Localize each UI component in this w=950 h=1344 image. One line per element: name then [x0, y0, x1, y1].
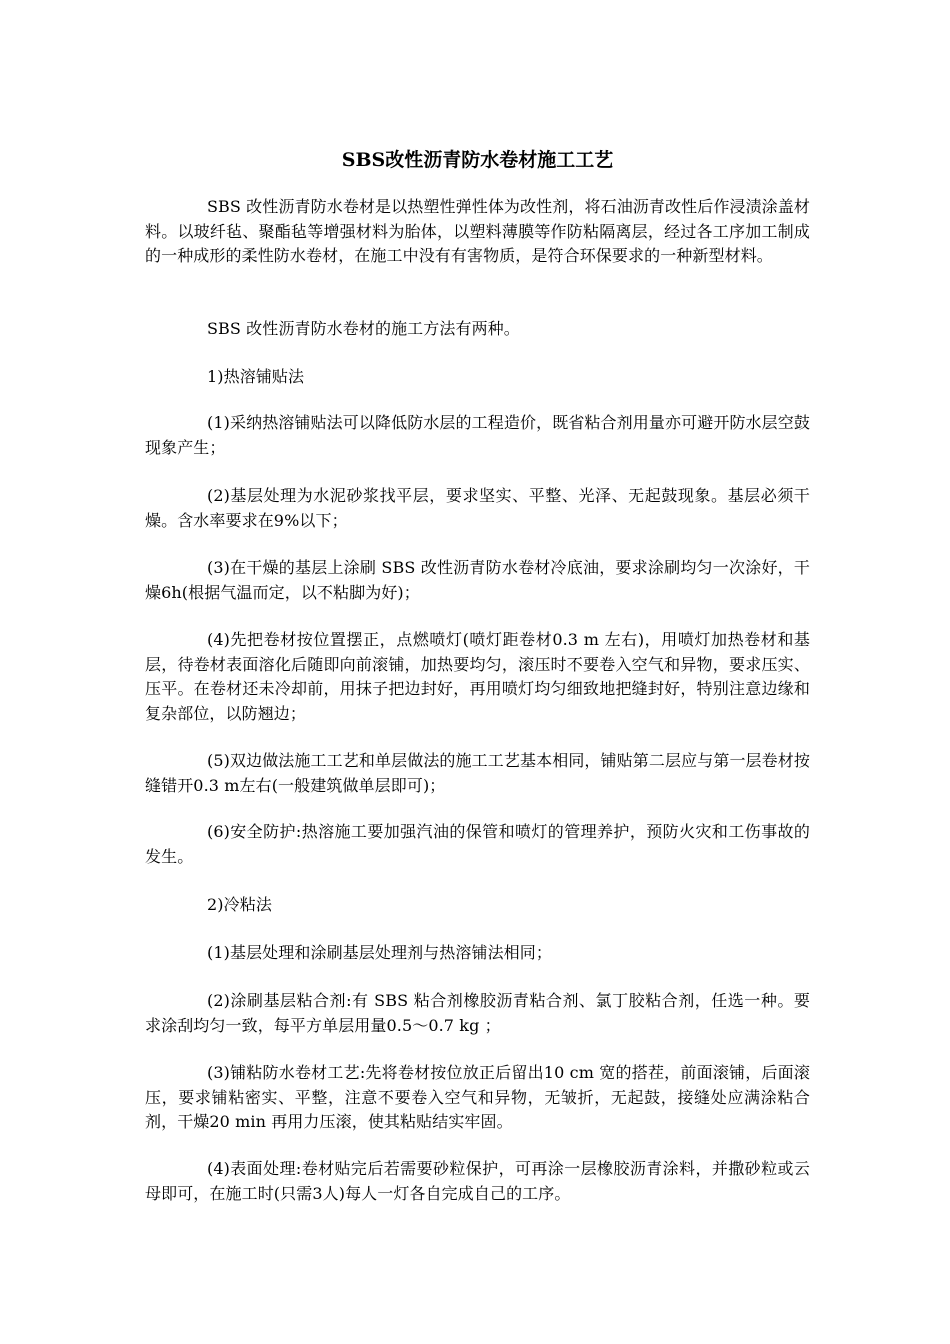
paragraph-intro: SBS 改性沥青防水卷材是以热塑性弹性体为改性剂，将石油沥青改性后作浸渍涂盖材料。以玻纤毡、聚酯毡等增强材料为胎体，以塑料薄膜等作防粘隔离层，经过各工序加工制成的一种成形的柔性防水卷材，在施工中没有有害物质，是符合环保要求的一种新型材料。 — [145, 197, 810, 265]
paragraph-methods: SBS 改性沥青防水卷材的施工方法有两种。 — [207, 319, 520, 338]
paragraph-hot-melt-4: (4)先把卷材按位置摆正，点燃喷灯(喷灯距卷材0.3 m 左右)，用喷灯加热卷材和基层，待卷材表面溶化后随即向前滚铺，加热要均匀，滚压时不要卷入空气和异物，要求压实、压平。在卷材还未冷却前，用抹子把边封好，再用喷灯均匀细致地把缝封好，特别注意边缘和复杂部位，以防翘边； — [145, 630, 810, 723]
paragraph-cold-bond-3: (3)铺粘防水卷材工艺:先将卷材按位放正后留出10 cm 宽的搭茬，前面滚铺，后面滚压，要求铺粘密实、平整，注意不要卷入空气和异物，无皱折，无起鼓，接缝处应满涂粘合剂，干燥20 min 再用力压滚，使其粘贴结实牢固。 — [145, 1063, 810, 1131]
paragraph-hot-melt-2: (2)基层处理为水泥砂浆找平层，要求坚实、平整、光泽、无起鼓现象。基层必须干燥。含水率要求在9%以下； — [145, 486, 810, 530]
paragraph-hot-melt-3: (3)在干燥的基层上涂刷 SBS 改性沥青防水卷材冷底油，要求涂刷均匀一次涂好，干燥6h(根据气温而定，以不粘脚为好)； — [145, 558, 810, 602]
paragraph-hot-melt-5: (5)双边做法施工工艺和单层做法的施工工艺基本相同，铺贴第二层应与第一层卷材按缝错开0.3 m左右(一般建筑做单层即可)； — [145, 751, 810, 795]
paragraph-hot-melt-1: (1)采纳热溶铺贴法可以降低防水层的工程造价，既省粘合剂用量亦可避开防水层空鼓现象产生； — [145, 413, 810, 457]
paragraph-cold-bond-1: (1)基层处理和涂刷基层处理剂与热溶铺法相同； — [207, 943, 552, 962]
paragraph-hot-melt-6: (6)安全防护:热溶施工要加强汽油的保管和喷灯的管理养护，预防火灾和工伤事故的发生。 — [145, 822, 810, 866]
paragraph-cold-bond-4: (4)表面处理:卷材贴完后若需要砂粒保护，可再涂一层橡胶沥青涂料，并撒砂粒或云母即可，在施工时(只需3人)每人一灯各自完成自己的工序。 — [145, 1159, 810, 1203]
document-title: SBS改性沥青防水卷材施工工艺 — [341, 149, 614, 171]
paragraph-cold-bond-2: (2)涂刷基层粘合剂:有 SBS 粘合剂橡胶沥青粘合剂、氯丁胶粘合剂，任选一种。要求涂刮均匀一致，每平方单层用量0.5～0.7 kg ； — [145, 991, 810, 1035]
section-heading-hot-melt: 1)热溶铺贴法 — [207, 367, 305, 386]
section-heading-cold-bond: 2)冷粘法 — [207, 895, 272, 914]
